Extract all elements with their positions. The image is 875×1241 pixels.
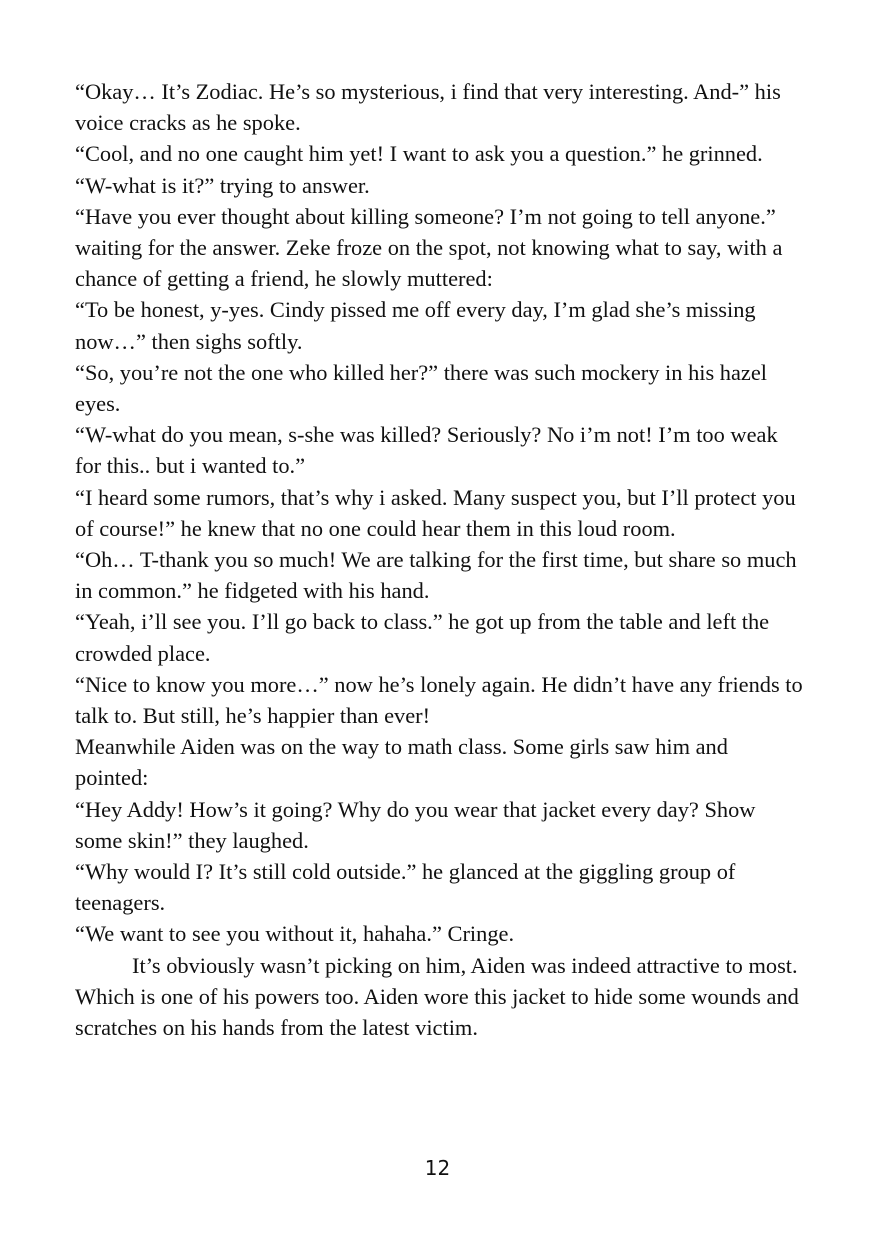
paragraph: Meanwhile Aiden was on the way to math class. Some girls saw him and pointed: (75, 734, 728, 791)
page-number: 12 (424, 1156, 451, 1180)
paragraph: “I heard some rumors, that’s why i asked. Many suspect you, but I’ll protect you of course!” he knew that no one could hear them in this loud room. (75, 484, 796, 541)
paragraph: “Nice to know you more…” now he’s lonely again. He didn’t have any friends to talk to. But still, he’s happier than ever! (75, 671, 803, 729)
indented-paragraph: It’s obviously wasn’t picking on him, Aiden was indeed attractive to most. Which is one of his powers too. Aiden wore this jacket to hide some wounds and scratches on his hands from the latest victim. (75, 952, 799, 1041)
paragraph: “Oh… T-thank you so much! We are talking for the first time, but share so much in common.” he fidgeted with his hand. (75, 547, 797, 604)
paragraph: “W-what do you mean, s-she was killed? Seriously? No i’m not! I’m too weak for this.. but i wanted to.” (75, 422, 778, 479)
page-body-text (75, 76, 803, 1043)
paragraph: “Okay… It’s Zodiac. He’s so mysterious, i find that very interesting. And-” his voice cracks as he spoke. (75, 79, 781, 136)
paragraph: “Why would I? It’s still cold outside.” he glanced at the giggling group of teenagers. (75, 859, 736, 916)
paragraph: “Have you ever thought about killing someone? I’m not going to tell anyone.” waiting for the answer. Zeke froze on the spot, not knowing what to say, with a chance of getting a friend, he slowly muttered: (75, 203, 783, 292)
paragraph: “Yeah, i’ll see you. I’ll go back to class.” he got up from the table and left the crowded place. (75, 609, 770, 666)
paragraph: “Hey Addy! How’s it going? Why do you wear that jacket every day? Show some skin!” they laughed. (75, 796, 756, 853)
paragraph: “So, you’re not the one who killed her?” there was such mockery in his hazel eyes. (75, 359, 768, 417)
paragraph: “W-what is it?” trying to answer. (75, 172, 370, 198)
paragraph: “Cool, and no one caught him yet! I want to ask you a question.” he grinned. (75, 141, 763, 167)
paragraph: “To be honest, y-yes. Cindy pissed me off every day, I’m glad she’s missing now…” then sighs softly. (75, 297, 756, 354)
paragraph: “We want to see you without it, hahaha.” Cringe. (75, 921, 515, 947)
